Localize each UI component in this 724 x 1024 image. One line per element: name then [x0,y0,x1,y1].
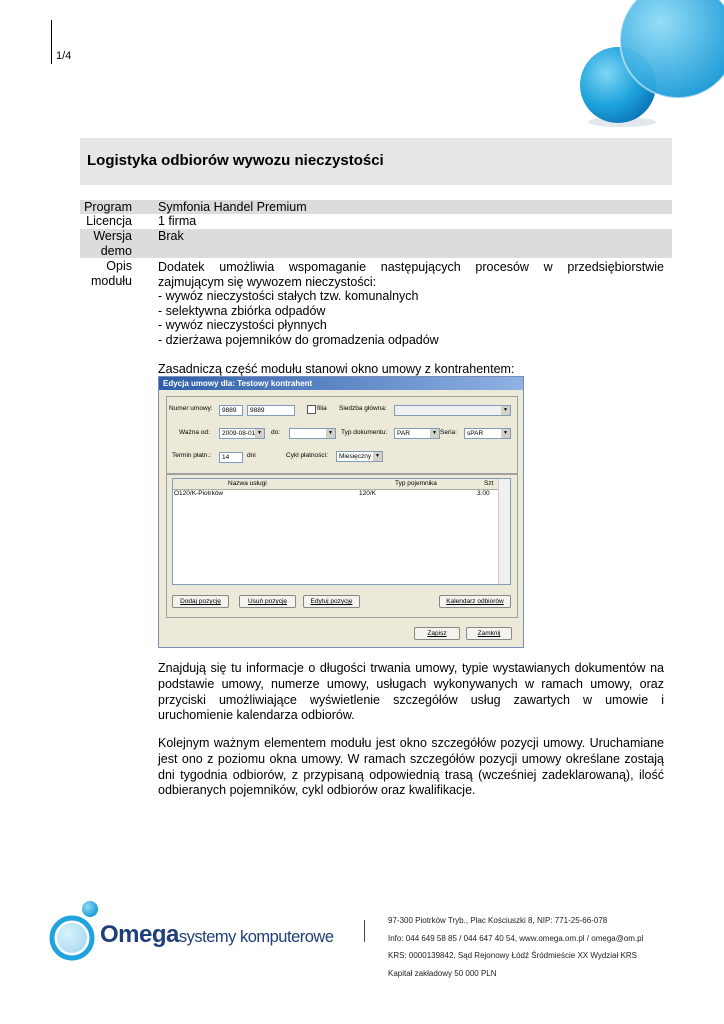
valid-from-select[interactable]: 2009-08-01 ▼ [219,428,265,439]
close-button[interactable]: Zamknij [466,627,512,640]
info-value: Brak [158,229,184,243]
series-select[interactable]: sPAR ▼ [464,428,511,439]
contract-number-label: Numer umowy: [169,405,213,412]
remove-position-button[interactable]: Usuń pozycję [239,595,296,608]
info-label: Wersja demo [93,229,132,258]
address-line: 97-300 Piotrków Tryb., Plac Kościuszki 8, NIP: 771-25-66-078 [388,916,608,925]
info-row-program [80,200,672,214]
info-row-licencja [80,214,672,229]
contract-number-field-2[interactable]: 9889 [247,405,295,416]
info-value: Symfonia Handel Premium [158,200,307,214]
info-label: Licencja [86,214,132,228]
brand-name: Omega [100,921,179,948]
paragraph-1 [158,661,664,724]
calendar-button[interactable]: Kalendarz odbiorów [439,595,511,608]
positions-table[interactable] [172,478,511,585]
table-header [173,479,499,490]
info-label: Opis modułu [91,259,132,288]
add-position-button[interactable]: Dodaj pozycję [172,595,229,608]
description-intro: Dodatek umożliwia wspomaganie następujących procesów w przedsiębiorstwie zajmującym się wywozem nieczystości: [158,260,664,289]
page-number: 1/4 [56,50,72,62]
contract-number-field-1[interactable]: 9889 [219,405,243,416]
krs-line: KRS: 0000139842, Sąd Rejonowy Łódź Śródmieście XX Wydział KRS [388,951,637,960]
brand-tagline: systemy komputerowe [178,928,334,946]
info-row-wersja [80,229,672,258]
siedziba-label: Siedzba główna: [339,405,387,412]
payment-term-label: Termin płatn.: [172,452,212,459]
decorative-spheres [560,0,724,140]
paragraph-text: Kolejnym ważnym elementem modułu jest okno szczegółów pozycji umowy. Uruchamiane jest ono z poziomu okna umowy. W ramach szczegółów pozycji umowy określane zostają dni tygodnia odbiorów, z przypisaną odpowiednią trasą (wcześniej zadeklarowaną), ilość odbieranych pojemników, cykl odbiorów oraz kwalifikacje. [158,736,664,798]
bullet-item: - selektywna zbiórka odpadów [158,303,326,318]
payment-term-field[interactable]: 14 [219,452,243,463]
valid-to-label: do: [271,429,281,436]
module-description [158,260,664,376]
paragraph-text: Znajdują się tu informacje o długości trwania umowy, typie wystawianych dokumentów na podstawie umowy, numerze umowy, usługach wykonywanych w ramach umowy, oraz przyciski umożliwiające wyświetlenie szczegółów usług zawartych w umowie i uruchomienie kalendarza odbiorów. [158,661,664,723]
bullet-item: - wywóz nieczystości stałych tzw. komunalnych [158,289,419,304]
table-row[interactable] [173,490,499,498]
container-type-cell: 120/K [359,490,376,497]
payment-cycle-label: Cykl płatności: [286,452,328,459]
company-info [388,912,643,982]
column-header[interactable]: Szt [484,480,494,487]
filia-checkbox[interactable] [307,405,316,414]
column-header[interactable]: Nazwa usługi [228,480,267,487]
document-title: Logistyka odbiorów wywozu nieczystości [87,152,384,169]
omega-logo-text [100,921,334,949]
omega-logo-icon [48,900,100,962]
info-value: 1 firma [158,214,197,228]
quantity-cell: 3.00 [477,490,490,497]
service-name-cell: O120/K-Piotrków [174,490,224,497]
paragraph-2 [158,736,664,799]
payment-cycle-select[interactable]: Miesięczny ▼ [336,451,383,462]
contract-dialog-screenshot [158,376,524,648]
valid-to-select[interactable] [289,428,336,439]
header-divider [51,20,52,64]
days-label: dni [247,452,256,459]
siedziba-select[interactable] [394,405,511,416]
document-type-label: Typ dokumentu: [341,429,388,436]
filia-label: filia [317,405,327,412]
screenshot-caption: Zasadniczą część modułu stanowi okno umowy z kontrahentem: [158,361,515,376]
footer-divider [364,920,365,942]
series-label: Seria: [440,429,457,436]
edit-position-button[interactable]: Edytuj pozycję [303,595,360,608]
dialog-title: Edycja umowy dla: Testowy kontrahent [159,377,523,390]
bullet-item: - dzierżawa pojemników do gromadzenia odpadów [158,332,439,347]
vertical-scrollbar[interactable] [498,479,510,584]
column-header[interactable]: Typ pojemnika [395,480,437,487]
bullet-item: - wywóz nieczystości płynnych [158,318,327,333]
info-label: Program [84,200,132,214]
save-button[interactable]: Zapisz [414,627,460,640]
document-type-select[interactable]: PAR ▼ [394,428,440,439]
capital-line: Kapitał zakładowy 50 000 PLN [388,968,497,978]
valid-from-label: Ważna od: [179,429,210,436]
contact-line: Info: 044 649 58 85 / 044 647 40 54, www.omega.om.pl / omega@om.pl [388,933,644,943]
